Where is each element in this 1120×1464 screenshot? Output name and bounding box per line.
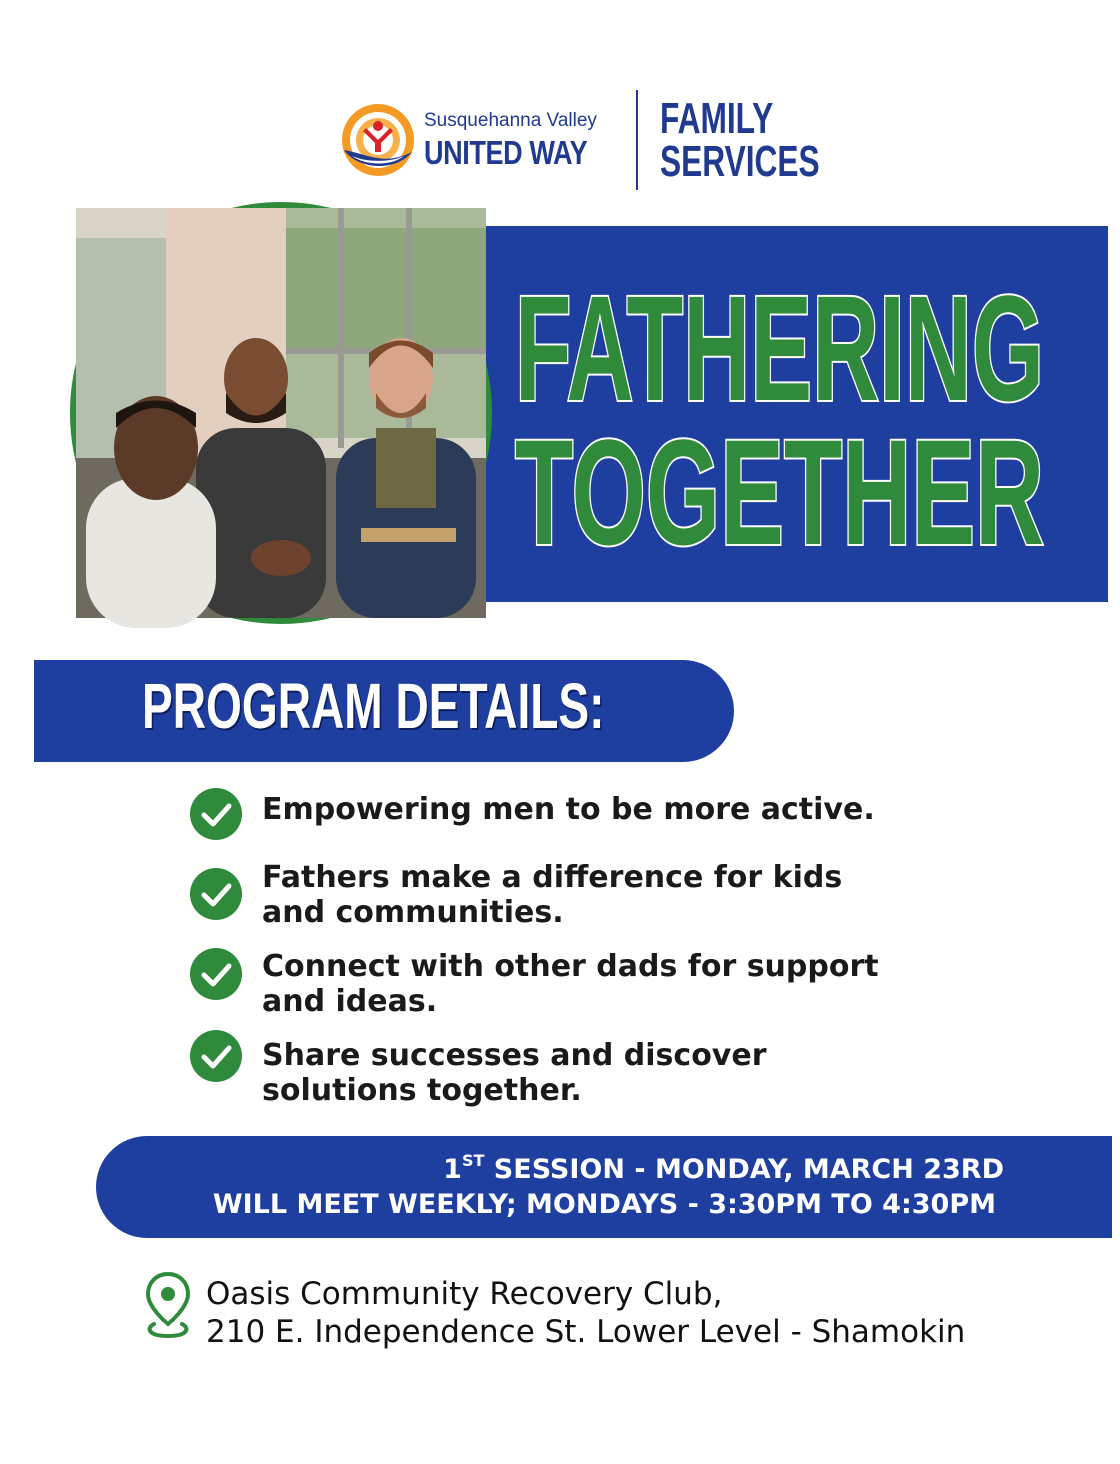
detail-item-2: Fathers make a difference for kids and communities.: [262, 860, 843, 930]
detail-item-1: Empowering men to be more active.: [262, 792, 875, 827]
three-men-talking-photo: [70, 202, 492, 624]
session-ordinal: 1: [443, 1154, 462, 1185]
checkmark-icon: [190, 948, 242, 1000]
location-address: 210 E. Independence St. Lower Level - Shamokin: [206, 1314, 966, 1350]
org-name-top: Susquehanna Valley: [424, 110, 597, 131]
session-ordinal-suffix: ST: [461, 1151, 485, 1170]
session-first-date-text: SESSION - MONDAY, MARCH 23RD: [484, 1154, 1004, 1185]
org-name-bottom: UNITED WAY: [424, 134, 588, 171]
checkmark-icon: [190, 788, 242, 840]
program-headline: [512, 264, 1052, 577]
header-divider: [636, 90, 638, 190]
detail-item-4: Share successes and discover solutions together.: [262, 1038, 767, 1108]
program-details-title: PROGRAM DETAILS:: [142, 670, 605, 742]
checkmark-icon: [190, 1030, 242, 1082]
division-name-line1: FAMILY: [660, 94, 774, 143]
detail-item-3: Connect with other dads for support and ideas.: [262, 949, 879, 1019]
photo-illustration: [76, 208, 486, 618]
headline-line2: TOGETHER: [514, 408, 1045, 577]
location-name: Oasis Community Recovery Club,: [206, 1276, 723, 1312]
headline-line1: FATHERING: [514, 264, 1045, 433]
session-schedule: WILL MEET WEEKLY; MONDAYS - 3:30PM TO 4:30PM: [212, 1189, 996, 1220]
session-banner: [96, 1136, 1112, 1238]
headline-svg: [512, 264, 1052, 577]
division-name-line2: SERVICES: [660, 137, 820, 186]
checkmark-icon: [190, 868, 242, 920]
united-way-hand-icon: [338, 100, 418, 180]
location-pin-icon: [142, 1270, 194, 1340]
session-first-date: [443, 1153, 1004, 1185]
